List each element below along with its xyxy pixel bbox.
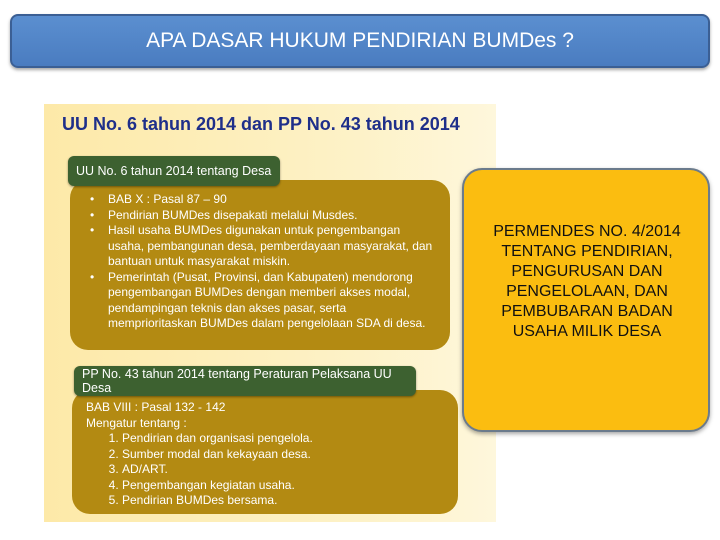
uu-desa-tab-label: UU No. 6 tahun 2014 tentang Desa [76, 164, 272, 178]
legal-basis-panel [44, 104, 496, 522]
mengatur-line: Mengatur tentang : [86, 415, 187, 430]
list-item: • Hasil usaha BUMDes digunakan untuk pengembangan usaha, pembangunan desa, pemberdayaan masyarakat, dan bantuan untuk masyarakat miskin. [86, 223, 436, 270]
uu-desa-tab [68, 156, 280, 186]
panel-heading: UU No. 6 tahun 2014 dan PP No. 43 tahun 2014 [62, 114, 460, 134]
pp-43-list [86, 431, 444, 509]
pp-43-tab [74, 366, 416, 396]
list-item: • Pemerintah (Pusat, Provinsi, dan Kabupaten) mendorong pengembangan BUMDes dengan memberi akses modal, pendampingan teknis dan akses pasar, serta memprioritaskan BUMDes dalam pengelolaan SDA di desa. [86, 270, 436, 332]
permendes-text: PERMENDES NO. 4/2014 TENTANG PENDIRIAN, PENGURUSAN DAN PENGELOLAAN, DAN PEMBUBARAN BADAN USAHA MILIK DESA [493, 223, 681, 340]
list-item: 5. Pendirian BUMDes bersama. [122, 493, 444, 509]
bab-viii-line: BAB VIII : Pasal 132 - 142 [86, 400, 226, 414]
permendes-card [462, 168, 710, 432]
uu-desa-list [86, 192, 436, 332]
list-item: 2. Sumber modal dan kekayaan desa. [122, 447, 444, 463]
slide-title: APA DASAR HUKUM PENDIRIAN BUMDes ? [146, 29, 574, 52]
pp-43-tab-label: PP No. 43 tahun 2014 tentang Peraturan Pelaksana UU Desa [82, 367, 392, 395]
slide-title-bar [10, 14, 710, 68]
uu-desa-box [70, 180, 450, 350]
list-item: 1. Pendirian dan organisasi pengelola. [122, 431, 444, 447]
list-item: 4. Pengembangan kegiatan usaha. [122, 478, 444, 494]
list-item: 3. AD/ART. [122, 462, 444, 478]
list-item: • Pendirian BUMDes disepakati melalui Musdes. [86, 208, 436, 224]
list-item: • BAB X : Pasal 87 – 90 [86, 192, 436, 208]
pp-43-box [72, 390, 458, 514]
